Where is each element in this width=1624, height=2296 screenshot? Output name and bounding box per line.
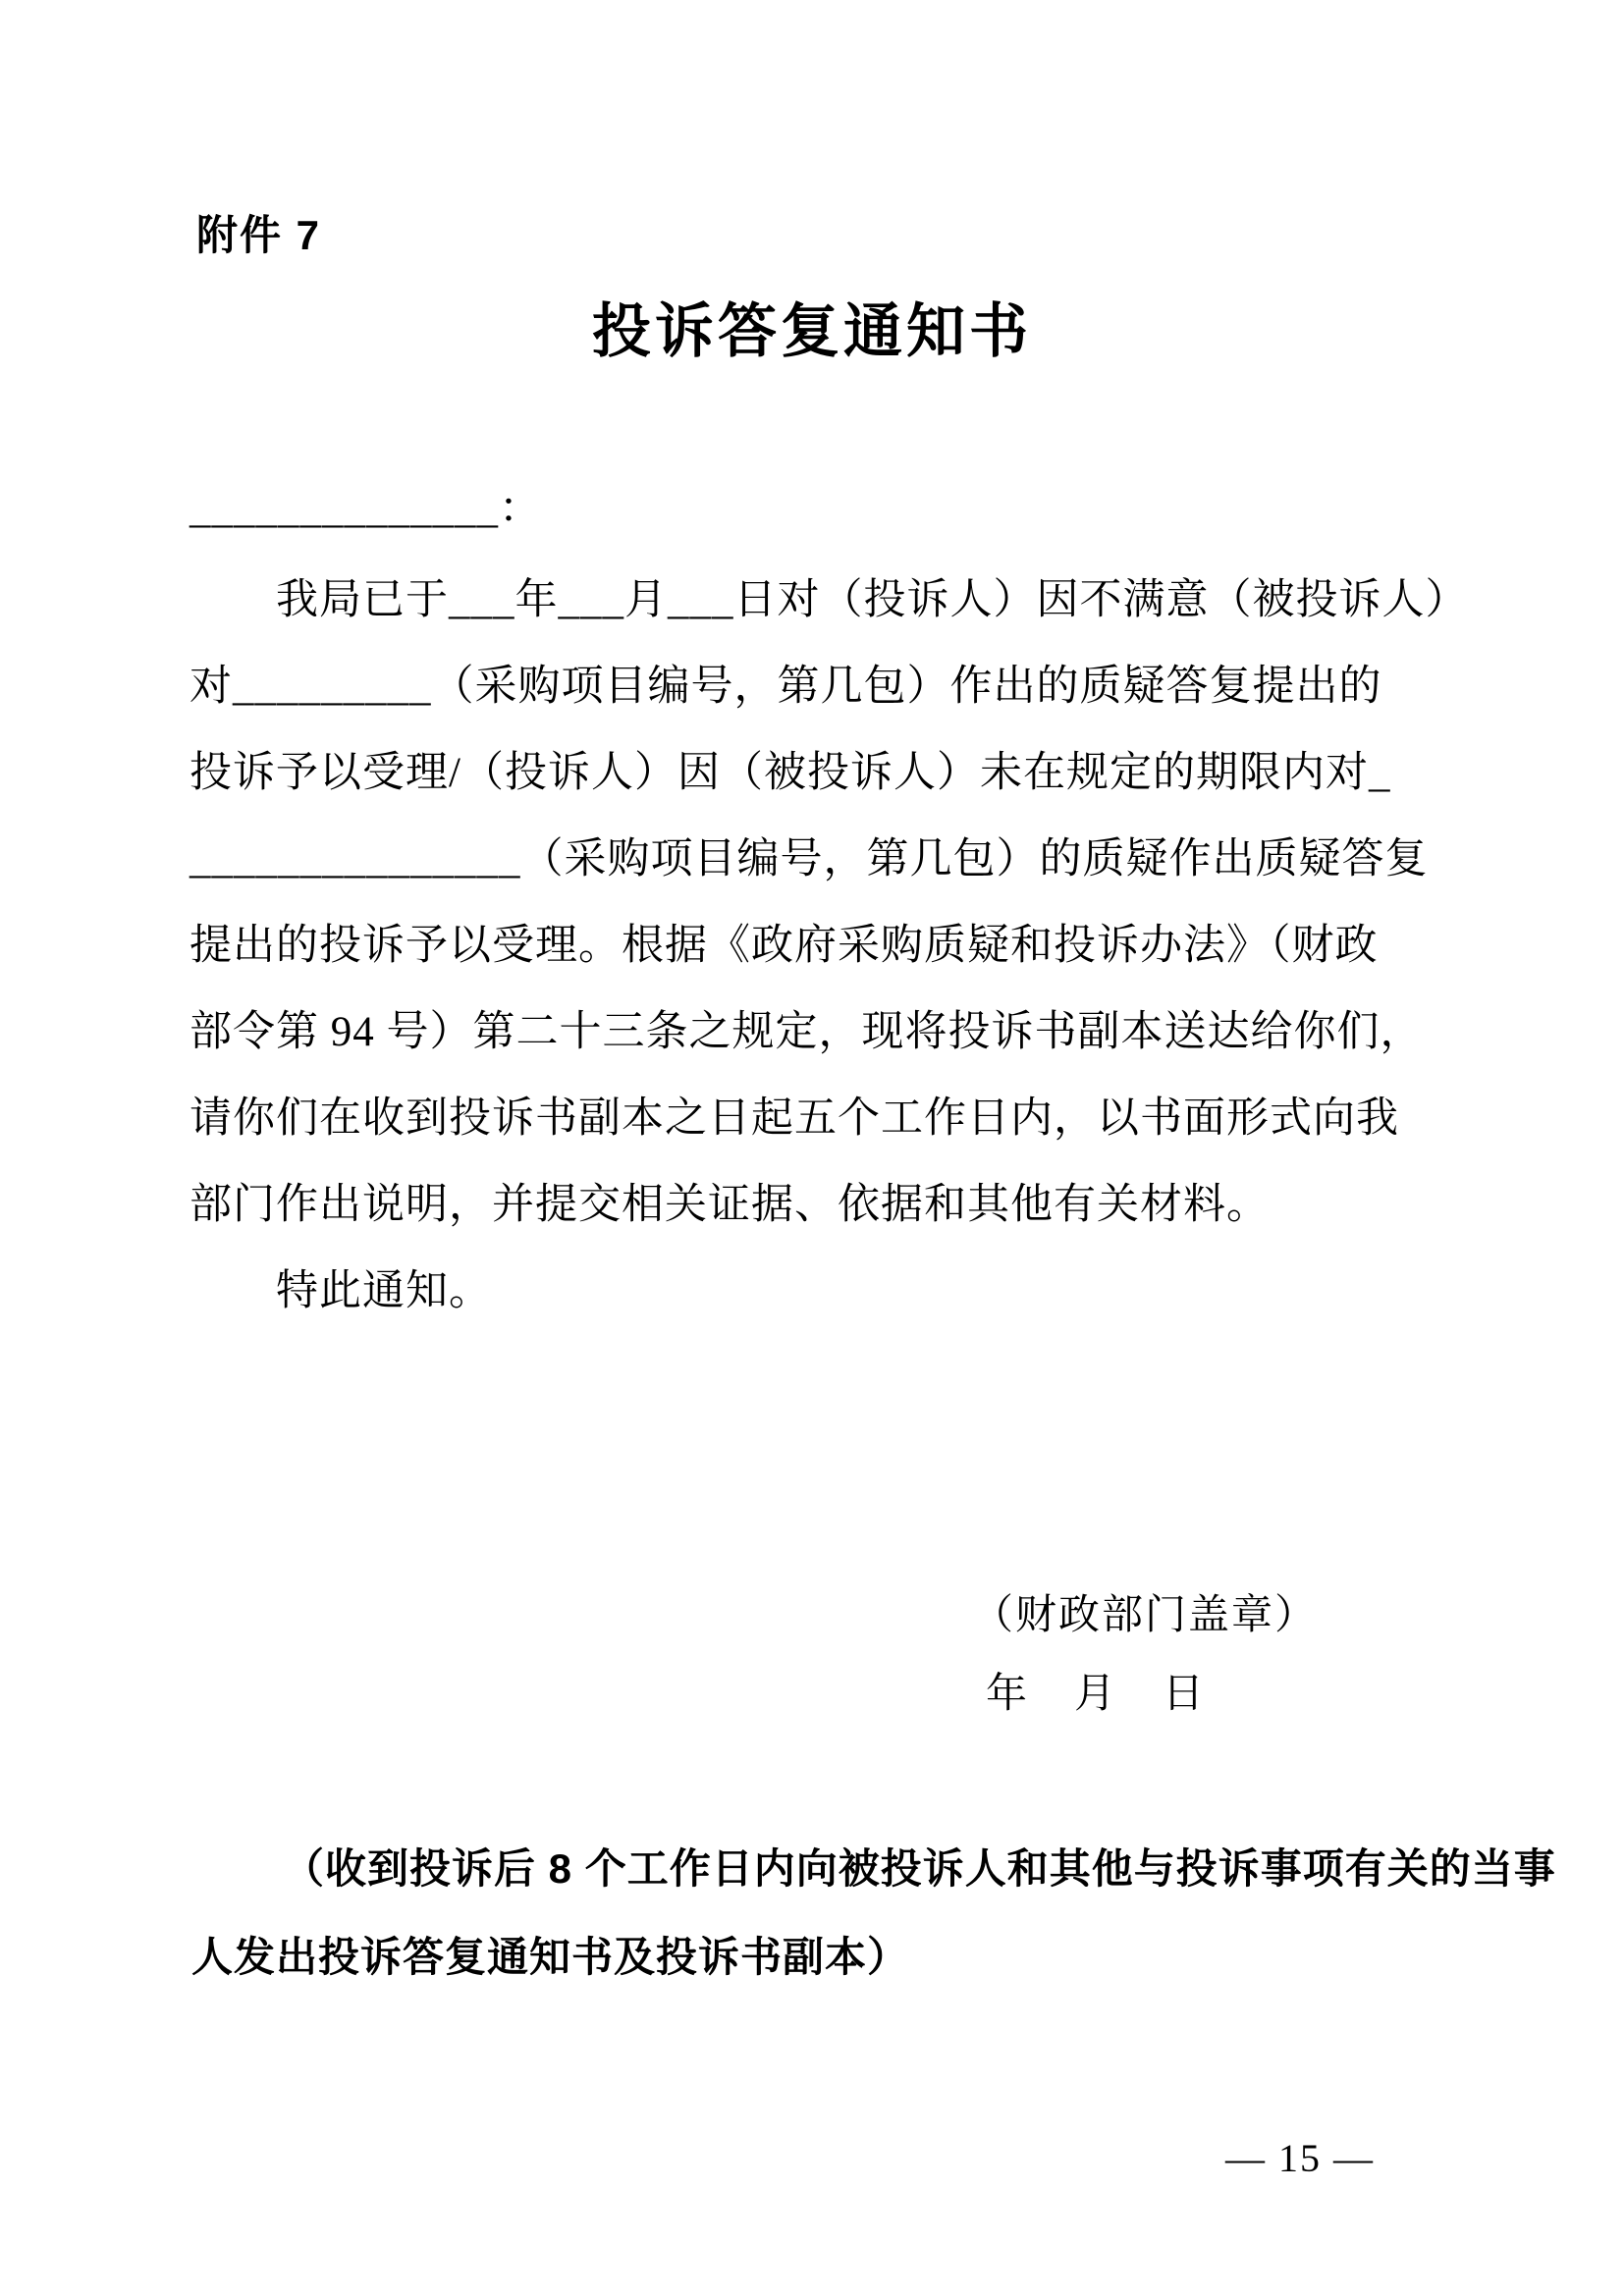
body-line-2: 对_________（采购项目编号，第几包）作出的质疑答复提出的 [189, 664, 1382, 710]
footnote-line-2: 人发出投诉答复通知书及投诉书副本） [191, 1934, 910, 1980]
body-line-7: 请你们在收到投诉书副本之日起五个工作日内，以书面形式向我 [189, 1095, 1399, 1142]
body-line-6: 部令第 94 号）第二十三条之规定，现将投诉书副本送达给你们， [189, 1009, 1424, 1055]
body-line-5: 提出的投诉予以受理。根据《政府采购质疑和投诉办法》（财政 [189, 923, 1379, 969]
page-title: 投诉答复通知书 [592, 299, 1032, 364]
salutation-blank-line: ______________： [189, 486, 542, 532]
seal-placeholder-line: （财政部门盖章） [972, 1593, 1319, 1638]
attachment-label: 附件 7 [196, 212, 322, 258]
body-line-3: 投诉予以受理/（投诉人）因（被投诉人）未在规定的期限内对_ [189, 750, 1391, 796]
footnote-line-1: （收到投诉后 8 个工作日内向被投诉人和其他与投诉事项有关的当事 [283, 1845, 1556, 1892]
page-number: — 15 — [1225, 2136, 1375, 2180]
date-line: 年 月 日 [986, 1672, 1208, 1717]
body-line-8: 部门作出说明，并提交相关证据、依据和其他有关材料。 [189, 1182, 1270, 1228]
body-line-closing: 特此通知。 [276, 1268, 492, 1314]
body-line-1: 我局已于___年___月___日对（投诉人）因不满意（被投诉人） [276, 577, 1469, 623]
body-line-4: _______________（采购项目编号，第几包）的质疑作出质疑答复 [189, 836, 1429, 882]
